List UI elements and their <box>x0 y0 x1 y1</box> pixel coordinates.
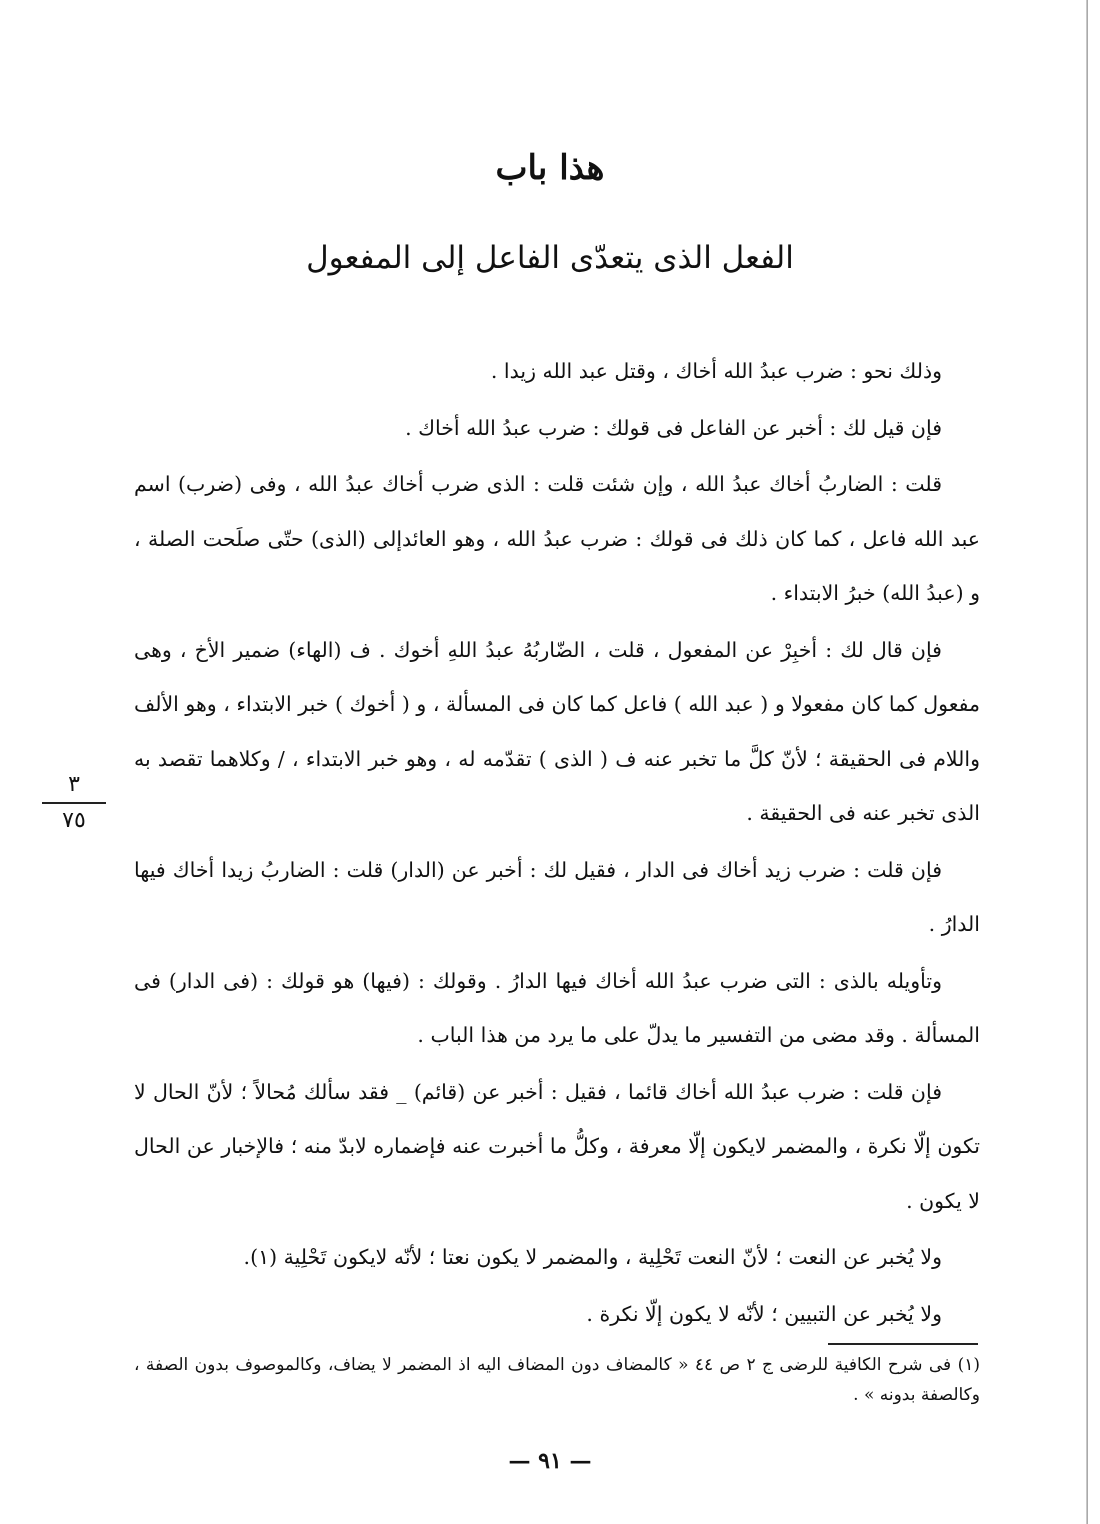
footnote-text: (١) فى شرح الكافية للرضى ج ٢ ص ٤٤ « كالمضاف دون المضاف اليه اذ المضمر لا يضاف، وكالموصوف بدون الصفة ، وكالصفة بدونه » . <box>134 1355 980 1405</box>
chapter-subtitle: الفعل الذى يتعدّى الفاعل إلى المفعول <box>306 240 794 276</box>
footnote-separator <box>828 1343 978 1345</box>
margin-marker-rule <box>42 802 106 804</box>
page-number: — ٩١ — <box>508 1448 592 1474</box>
paragraph: ولا يُخبر عن النعت ؛ لأنّ النعت تَحْلِية ، والمضمر لا يكون نعتا ؛ لأنّه لايكون تَحْلِية (١). <box>243 1245 942 1269</box>
paragraph: وذلك نحو : ضرب عبدُ الله أخاك ، وقتل عبد الله زيدا . <box>490 359 942 383</box>
margin-marker-bottom: ٧٥ <box>62 808 86 833</box>
paragraph: فإن قيل لك : أخبر عن الفاعل فى قولك : ضرب عبدُ الله أخاك . <box>405 415 942 440</box>
paragraph: قلت : الضاربُ أخاك عبدُ الله ، وإن شئت قلت : الذى ضرب أخاك عبدُ الله ، وفى (ضرب) اسم عبد الله فاعل ، كما كان ذلك فى قولك : ضرب عبدُ الله ، وهو العائدإلى (الذى) حتّى صلَحت الصلة ، و (عبدُ الله) خبرُ الابتداء . <box>134 472 980 605</box>
footnote <box>134 1350 980 1410</box>
chapter-heading: هذا باب <box>495 148 605 188</box>
paragraph: فإن قال لك : أخبِرْ عن المفعول ، قلت ، الضّاربُهُ عبدُ اللهِ أخوك . ف (الهاء) ضمير الأخ ، وهى مفعول كما كان مفعولا و ( عبد الله ) فاعل كما كان فى المسألة ، و ( أخوك ) خبر الابتداء ، وهو الألف واللام فى الحقيقة ؛ لأنّ كلَّ ما تخبر عنه ف ( الذى ) تقدّمه له ، وهو خبر الابتداء ، / وكلاهما تقصد به الذى تخبر عنه فى الحقيقة . <box>134 637 980 825</box>
main-text <box>134 344 980 1341</box>
paragraph: ولا يُخبر عن التبيين ؛ لأنّه لا يكون إلّا نكرة . <box>586 1301 942 1326</box>
paragraph: وتأويله بالذى : التى ضرب عبدُ الله أخاك فيها الدارُ . وقولك : (فيها) هو قولك : (فى الدار) فى المسألة . وقد مضى من التفسير ما يدلّ على ما يرد من هذا الباب . <box>134 968 980 1047</box>
page-edge <box>1086 0 1088 1524</box>
margin-page-reference <box>42 770 106 836</box>
margin-marker-top: ٣ <box>68 772 80 797</box>
paragraph: فإن قلت : ضرب زيد أخاك فى الدار ، فقيل لك : أخبر عن (الدار) قلت : الضاربُ زيدا أخاك فيها الدارُ . <box>134 857 980 936</box>
paragraph: فإن قلت : ضرب عبدُ الله أخاك قائما ، فقيل : أخبر عن (قائم) _ فقد سألك مُحالاً ؛ لأنّ الحال لا تكون إلّا نكرة ، والمضمر لايكون إلّا معرفة ، وكلُّ ما أخبرت عنه فإضماره لابدّ منه ؛ فالإخبار عن الحال لا يكون . <box>134 1079 980 1213</box>
